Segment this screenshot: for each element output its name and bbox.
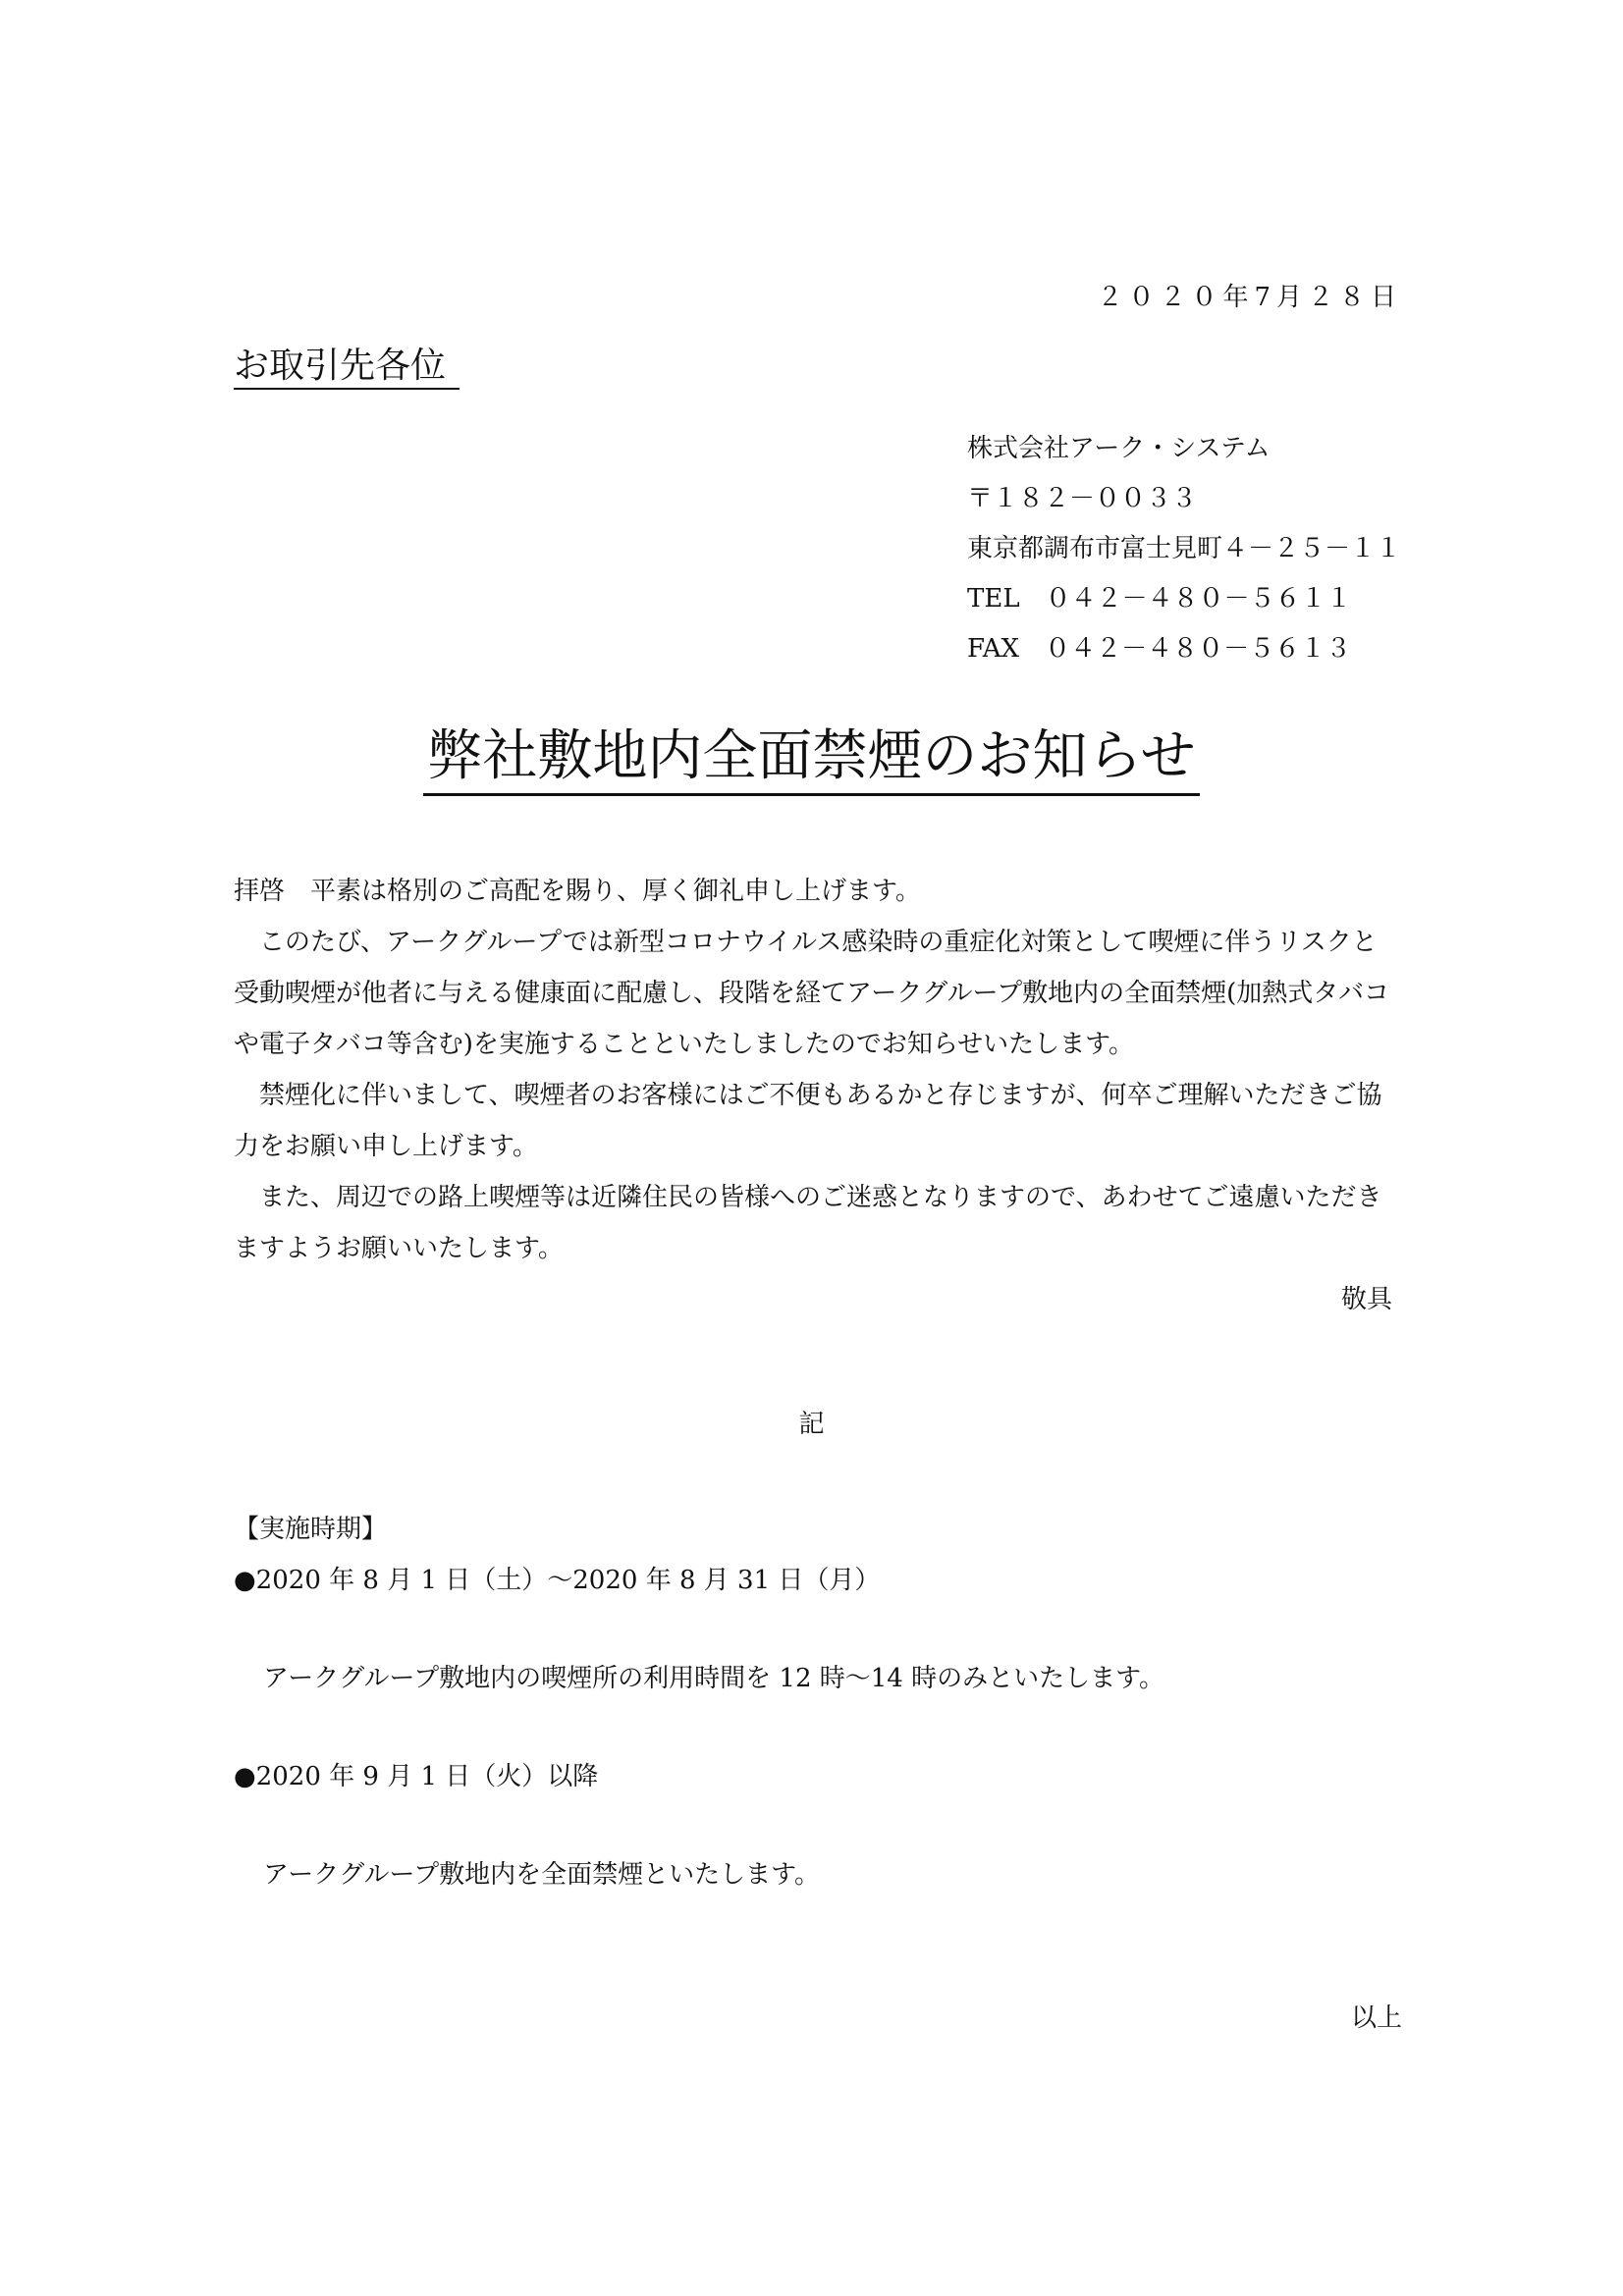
title-container	[0, 722, 1623, 796]
details-section	[234, 1504, 1392, 1900]
sender-block	[967, 424, 1401, 674]
period-2-date: ●2020 年 9 月 1 日（火）以降	[234, 1762, 599, 1791]
end-marker: 以上	[1350, 2003, 1402, 2033]
addressee: お取引先各位	[234, 344, 460, 390]
sender-tel: TEL ０４２－４８０－５６１１	[967, 584, 1352, 614]
document-title: 弊社敷地内全面禁煙のお知らせ	[423, 722, 1199, 796]
period-1-description: アークグループ敷地内の喫煙所の利用時間を 12 時～14 時のみといたします。	[263, 1664, 1165, 1693]
document-date: ２０２０年7月２８日	[1097, 283, 1402, 312]
body-paragraph-2: 禁煙化に伴いまして、喫煙者のお客様にはご不便もあるかと存じますが、何卒ご理解いただきご協力をお願い申し上げます。	[234, 1081, 1382, 1161]
body-paragraph-1: このたび、アークグループでは新型コロナウイルス感染時の重症化対策として喫煙に伴うリスクと受動喫煙が他者に与える健康面に配慮し、段階を経てアークグループ敷地内の全面禁煙(加熱式タバコや電子タバコ等含む)を実施することといたしましたのでお知らせいたします。	[234, 928, 1390, 1059]
ki-marker: 記	[798, 1410, 825, 1439]
period-1-date: ●2020 年 8 月 1 日（土）～2020 年 8 月 31 日（月）	[234, 1566, 881, 1595]
letter-body	[234, 866, 1392, 1325]
sender-company: 株式会社アーク・システム	[967, 434, 1271, 463]
sender-postal-code: 〒１８２－００３３	[967, 484, 1198, 513]
greeting-paragraph: 拝啓 平素は格別のご高配を賜り、厚く御礼申し上げます。	[234, 877, 921, 906]
period-2-description: アークグループ敷地内を全面禁煙といたします。	[263, 1860, 821, 1890]
closing-word: 敬具	[1340, 1285, 1392, 1314]
sender-fax: FAX ０４２－４８０－５６１３	[967, 634, 1352, 664]
details-heading: 【実施時期】	[234, 1515, 388, 1544]
sender-address: 東京都調布市富士見町４－２５－１１	[967, 534, 1402, 563]
body-paragraph-3: また、周辺での路上喫煙等は近隣住民の皆様へのご迷惑となりますので、あわせてご遠慮いただきますようお願いいたします。	[234, 1183, 1382, 1263]
